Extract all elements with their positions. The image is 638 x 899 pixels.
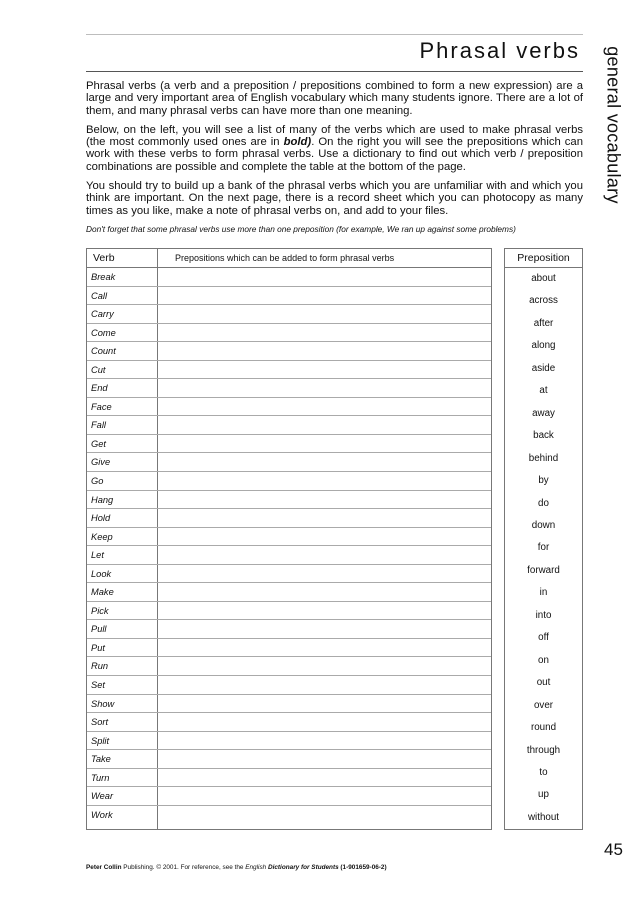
table-row	[87, 324, 491, 343]
side-tab	[596, 30, 630, 220]
table-row	[87, 435, 491, 454]
list-item: into	[535, 609, 552, 621]
list-item: at	[539, 385, 548, 397]
verb-cell: Set	[91, 680, 105, 691]
table-row	[87, 268, 491, 287]
answer-cell[interactable]	[158, 750, 491, 768]
verb-cell: Give	[91, 457, 111, 468]
answer-cell[interactable]	[158, 435, 491, 453]
verb-rows	[87, 268, 491, 824]
footer-isbn: (1-901659-06-2)	[338, 864, 387, 871]
table-row	[87, 416, 491, 435]
list-item: by	[538, 475, 549, 487]
intro-p2-after: . On the right you will see the prepositions which can work with these verbs to form phrasal verbs. Use a dictionary to find out which verb / preposition combinations are possible and complete the table at the bottom of the page.	[86, 136, 583, 173]
list-item: after	[533, 317, 554, 329]
verb-cell: Get	[91, 438, 106, 449]
verb-cell: Come	[91, 327, 116, 338]
list-item: round	[530, 722, 557, 734]
verb-cell: Work	[91, 809, 113, 820]
intro-paragraph-1: Phrasal verbs (a verb and a preposition / prepositions combined to form a new expression) are a large and very important area of English vocabulary which many students ignore. There are a lot of them, and many phrasal verbs can have more than one meaning.	[86, 80, 583, 117]
page-title: Phrasal verbs	[419, 38, 580, 63]
verb-cell: Run	[91, 661, 109, 672]
answer-cell[interactable]	[158, 287, 491, 305]
verb-cell: Split	[91, 735, 110, 746]
answer-cell[interactable]	[158, 565, 491, 583]
table-row	[87, 713, 491, 732]
list-item: away	[532, 407, 555, 419]
table-row	[87, 546, 491, 565]
verb-cell: Face	[91, 401, 112, 412]
preposition-list	[504, 248, 583, 830]
answer-cell[interactable]	[158, 268, 491, 286]
list-item: without	[527, 811, 560, 823]
verb-cell: Call	[91, 290, 108, 301]
intro-paragraph-3: You should try to build up a bank of the phrasal verbs which you are unfamiliar with and which you think are important. On the next page, there is a record sheet which you can photocopy as many times as you like, make a note of phrasal verbs on, and add to your files.	[86, 180, 583, 217]
title-rule	[86, 71, 583, 72]
answer-cell[interactable]	[158, 361, 491, 379]
verb-cell: Hang	[91, 494, 114, 505]
verb-cell: Keep	[91, 531, 113, 542]
top-rule	[86, 34, 583, 35]
verb-cell: Count	[91, 346, 116, 357]
answer-cell[interactable]	[158, 379, 491, 397]
list-item: along	[531, 340, 556, 352]
answer-cell[interactable]	[158, 491, 491, 509]
page-number: 45	[604, 840, 623, 859]
list-item: out	[536, 677, 551, 689]
verb-cell: Cut	[91, 364, 106, 375]
side-tab-label: general vocabulary	[603, 46, 624, 204]
list-item: on	[538, 654, 549, 666]
answer-cell[interactable]	[158, 509, 491, 527]
table-row	[87, 787, 491, 806]
answer-cell[interactable]	[158, 305, 491, 323]
answer-cell[interactable]	[158, 324, 491, 342]
table-row	[87, 806, 491, 825]
list-item: through	[526, 744, 561, 756]
answer-cell[interactable]	[158, 472, 491, 490]
table-row	[87, 565, 491, 584]
answer-cell[interactable]	[158, 695, 491, 713]
table-row	[87, 732, 491, 751]
verb-cell: Fall	[91, 420, 106, 431]
intro-text	[86, 80, 583, 224]
list-item: about	[531, 273, 556, 284]
table-row	[87, 602, 491, 621]
footer-publisher: Peter Collin	[86, 864, 122, 871]
verb-column-header: Verb	[93, 252, 115, 264]
prepositions-column-header: Prepositions which can be added to form phrasal verbs	[175, 253, 395, 263]
verb-cell: Break	[91, 272, 116, 282]
answer-cell[interactable]	[158, 342, 491, 360]
intro-p2-bold: bold)	[283, 136, 312, 149]
verb-cell: Turn	[91, 772, 110, 783]
answer-cell[interactable]	[158, 676, 491, 694]
intro-paragraph-2	[86, 124, 583, 173]
answer-cell[interactable]	[158, 769, 491, 787]
answer-cell[interactable]	[158, 657, 491, 675]
footer-text: Publishing. © 2001. For reference, see the	[121, 864, 246, 871]
table-row	[87, 509, 491, 528]
verb-cell: Pull	[91, 624, 107, 635]
footer	[86, 864, 387, 871]
list-item: behind	[528, 452, 559, 464]
verb-cell: Sort	[91, 717, 109, 728]
answer-cell[interactable]	[158, 620, 491, 638]
list-item: over	[533, 699, 554, 711]
verb-cell: Carry	[91, 309, 114, 320]
verb-cell: Go	[91, 476, 104, 487]
table-row	[87, 342, 491, 361]
list-item: up	[538, 789, 549, 801]
footer-ref-bold: Dictionary for Students	[267, 864, 339, 871]
verb-cell: Wear	[91, 791, 114, 802]
table-row	[87, 676, 491, 695]
preposition-header: Preposition	[505, 249, 582, 268]
table-row	[87, 528, 491, 547]
list-item: for	[537, 542, 550, 554]
preposition-items	[505, 268, 582, 829]
table-row	[87, 695, 491, 714]
table-row	[87, 305, 491, 324]
answer-cell[interactable]	[158, 713, 491, 731]
answer-cell[interactable]	[158, 416, 491, 434]
answer-cell[interactable]	[158, 528, 491, 546]
table-row	[87, 287, 491, 306]
table-row	[87, 639, 491, 658]
list-item: across	[529, 295, 558, 307]
answer-cell[interactable]	[158, 602, 491, 620]
verb-cell: Take	[91, 754, 111, 765]
intro-p2-before: Below, on the left, you will see a list of many of the verbs which are used to make phrasal verbs (the most commonly used ones are in	[86, 123, 583, 149]
list-item: to	[539, 766, 548, 778]
table-row	[87, 472, 491, 491]
table-row	[87, 750, 491, 769]
table-row	[87, 361, 491, 380]
list-item: in	[539, 587, 548, 599]
example-note: Don't forget that some phrasal verbs use more than one preposition (for example, We ran up against some problems)	[86, 224, 516, 234]
verb-cell: End	[91, 383, 108, 394]
verb-cell: Make	[91, 587, 114, 598]
verb-cell: Let	[91, 550, 104, 561]
list-item: off	[538, 632, 549, 644]
list-item: down	[531, 519, 556, 531]
verb-cell: Show	[91, 698, 115, 709]
table-row	[87, 379, 491, 398]
verb-table-header	[87, 249, 491, 268]
answer-cell[interactable]	[158, 787, 491, 805]
answer-cell[interactable]	[158, 453, 491, 471]
answer-cell[interactable]	[158, 806, 491, 825]
verb-cell: Put	[91, 642, 105, 653]
verb-cell: Pick	[91, 605, 109, 616]
table-row	[87, 583, 491, 602]
verb-table	[86, 248, 492, 830]
answer-cell[interactable]	[158, 546, 491, 564]
list-item: forward	[527, 564, 560, 576]
table-row	[87, 453, 491, 472]
list-item: aside	[531, 362, 556, 374]
list-item: back	[533, 430, 554, 442]
table-row	[87, 769, 491, 788]
answer-cell[interactable]	[158, 583, 491, 601]
verb-cell: Look	[91, 568, 112, 579]
answer-cell[interactable]	[158, 639, 491, 657]
table-row	[87, 657, 491, 676]
footer-ref-italic: English	[245, 864, 268, 871]
table-row	[87, 398, 491, 417]
answer-cell[interactable]	[158, 732, 491, 750]
table-row	[87, 491, 491, 510]
table-row	[87, 620, 491, 639]
answer-cell[interactable]	[158, 398, 491, 416]
verb-cell: Hold	[91, 513, 111, 524]
list-item: do	[538, 497, 549, 509]
